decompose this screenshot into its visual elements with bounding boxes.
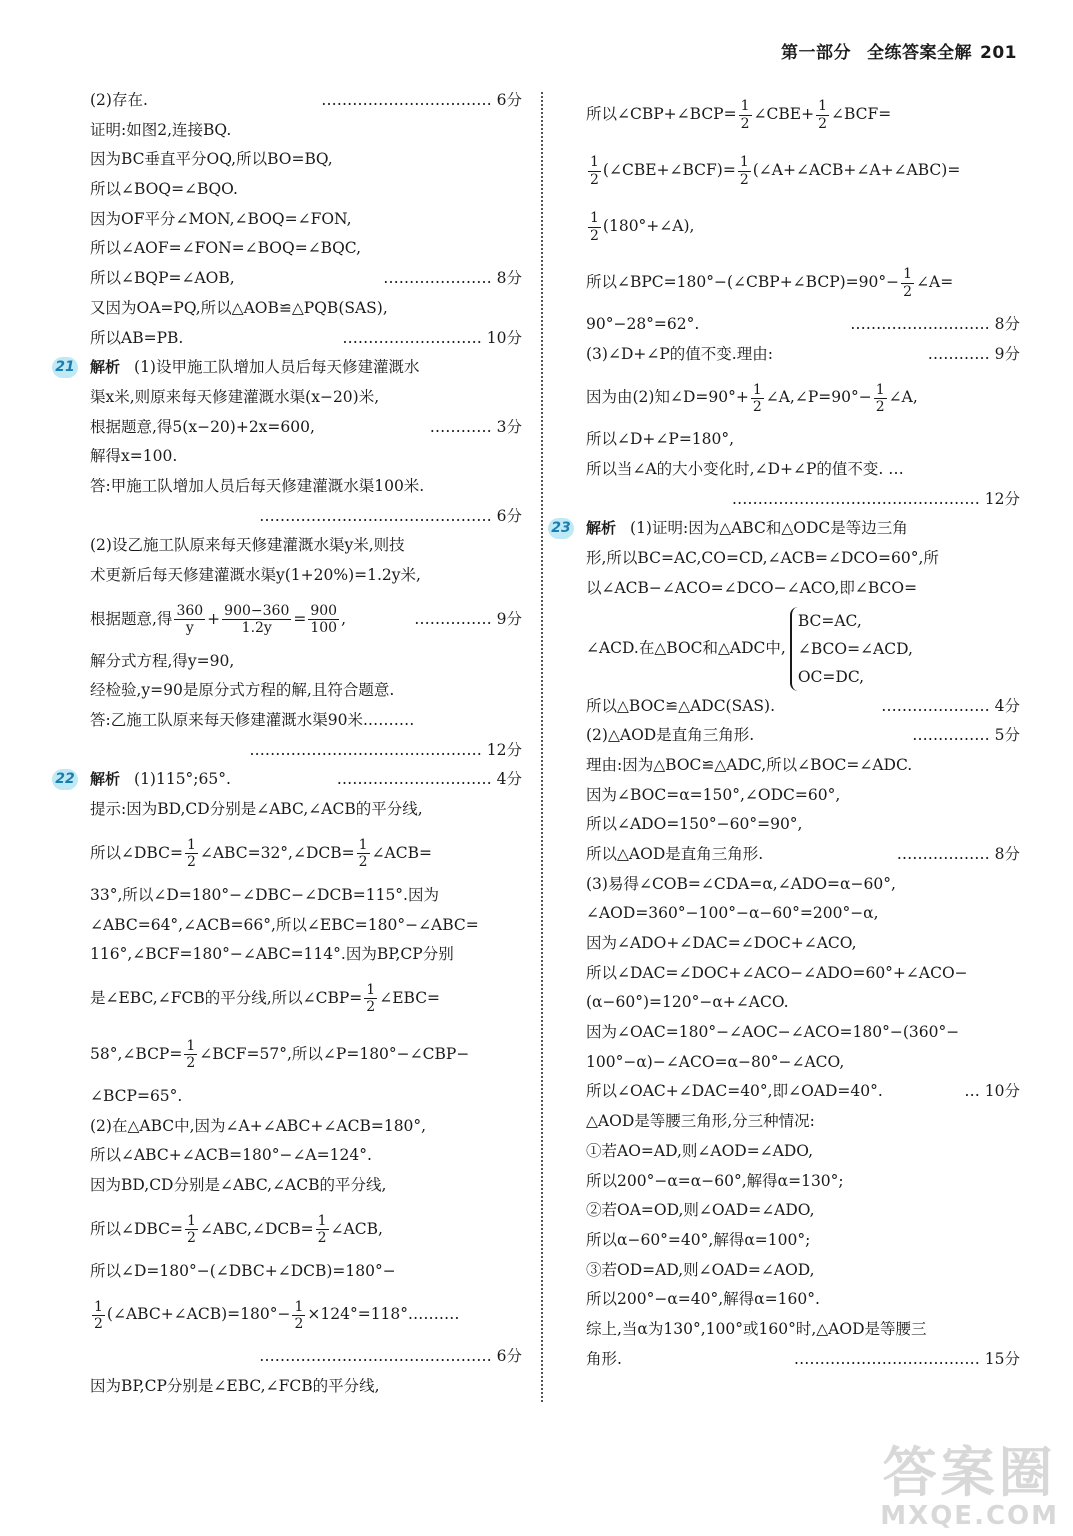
equation-line: 是∠EBC,∠FCB的平分线,所以∠CBP= $\frac{1}{2}$ ∠EBC= (90, 982, 441, 1016)
analysis-label: 解析 (586, 519, 617, 538)
watermark (880, 1441, 1059, 1531)
fraction: $\frac{900}{100}$ (310, 603, 338, 637)
text-line: (2)在△ABC中,因为∠A+∠ABC+∠ACB=180°, (90, 1116, 427, 1135)
text-line: 角形. ……………………………… 15分 (586, 1345, 1020, 1375)
right-column (551, 86, 1020, 1374)
score: ……………………… 10分 (342, 328, 522, 347)
text-line: 所以当∠A的大小变化时,∠D+∠P的值不变. … (586, 460, 904, 479)
text-line: 所以AB=PB. ……………………… 10分 (90, 324, 522, 354)
score: …………… 9分 (414, 609, 522, 628)
page-number: 201 (980, 43, 1017, 63)
analysis-label: 解析 (90, 770, 121, 789)
equation-line: $\frac{1}{2}$ (∠ABC+∠ACB)=180°− $\frac{1}{2}$ ×124°=118°.……… (94, 1298, 460, 1332)
text-line: (α−60°)=120°−α+∠ACO. (586, 993, 789, 1012)
text-line: 因为∠OAC=180°−∠AOC−∠ACO=180°−(360°− (586, 1023, 960, 1042)
text-line: 所以∠D=180°−(∠DBC+∠DCB)=180°− (90, 1261, 396, 1280)
text-line: 提示:因为BD,CD分别是∠ABC,∠ACB的平分线, (90, 800, 423, 819)
text-line: 根据题意,得5(x−20)+2x=600, ………… 3分 (90, 413, 522, 443)
score: ………… 3分 (429, 417, 522, 436)
score: ……………………………………… 12分 (249, 740, 522, 759)
fraction: $\frac{1}{2}$ (294, 1298, 304, 1332)
text-line: 答:乙施工队原来每天修建灌溉水渠90米.……… (90, 711, 415, 730)
text-line: ②若OA=OD,则∠OAD=∠ADO, (586, 1201, 815, 1220)
text-line: ∠BCP=65°. (90, 1086, 183, 1105)
equation-line: 所以∠BPC=180°−(∠CBP+∠BCP)=90°− $\frac{1}{2}$ ∠A= (586, 266, 954, 300)
fraction: $\frac{1}{2}$ (818, 98, 827, 132)
text-line: 所以∠OAC+∠DAC=40°,即∠OAD=40°. … 10分 (586, 1077, 1020, 1107)
equation-line: ∠ACD.在△BOC和△ADC中, BC=AC, ∠BCO=∠ACD, OC=DC, (586, 604, 1020, 692)
question-23-start: 23 解析 (1)证明:因为△ABC和△ODC是等边三角 (586, 514, 1020, 544)
text-line: 所以△BOC≌△ADC(SAS). ………………… 4分 (586, 692, 1020, 722)
text-line (90, 736, 522, 766)
left-column (55, 86, 522, 1402)
analysis-label: 解析 (90, 358, 121, 377)
score: ………………… 4分 (881, 696, 1020, 715)
system-brace: BC=AC, ∠BCO=∠ACD, OC=DC, (790, 607, 913, 691)
text-line (586, 485, 1020, 515)
fraction: $\frac{360}{y}$ (176, 603, 204, 637)
text-line: 经检验,y=90是原分式方程的解,且符合题意. (90, 681, 395, 700)
text-line (90, 1342, 522, 1372)
text-line: ∠ABC=64°,∠ACB=66°,所以∠EBC=180°−∠ABC= (90, 915, 479, 934)
question-number-badge: 23 (548, 518, 574, 539)
text-line: 渠x米,则原来每天修建灌溉水渠(x−20)米, (90, 387, 380, 406)
text-line: 因为∠ADO+∠DAC=∠DOC+∠ACO, (586, 934, 857, 952)
fraction: $\frac{1}{2}$ (590, 154, 599, 188)
text-line: 116°,∠BCF=180°−∠ABC=114°.因为BP,CP分别 (90, 945, 454, 964)
fraction: $\frac{1}{2}$ (590, 210, 599, 244)
text-line: 所以α−60°=40°,解得α=100°; (586, 1230, 811, 1249)
question-number-badge: 21 (52, 357, 78, 378)
text-line: 又因为OA=PQ,所以△AOB≌△PQB(SAS), (90, 298, 388, 317)
text-line: (2)△AOD是直角三角形. …………… 5分 (586, 721, 1020, 751)
text-line: △AOD是等腰三角形,分三种情况: (586, 1112, 815, 1131)
equation-line: 所以∠DBC= $\frac{1}{2}$ ∠ABC=32°,∠DCB= $\frac{1}{2}$ ∠ACB= (90, 837, 432, 871)
text-line: 证明:如图2,连接BQ. (90, 120, 232, 139)
text-line: 所以200°−α=α−60°,解得α=130°; (586, 1171, 844, 1190)
text-line: 理由:因为△BOC≌△ADC,所以∠BOC=∠ADC. (586, 755, 913, 774)
equation-line: 根据题意,得 $\frac{360}{y}$ + $\frac{900-360}{1.2y}$ = $\frac{900}{100}$ , …………… 9分 (90, 591, 522, 647)
score: ………………………… 4分 (336, 770, 522, 789)
fraction: $\frac{1}{2}$ (740, 98, 750, 132)
fraction: $\frac{1}{2}$ (875, 381, 885, 415)
text-line: 因为BP,CP分别是∠EBC,∠FCB的平分线, (90, 1377, 380, 1395)
score: ……………………………… 15分 (793, 1349, 1020, 1368)
text-line: 33°,所以∠D=180°−∠DBC−∠DCB=115°.因为 (90, 885, 439, 904)
fraction: $\frac{1}{2}$ (186, 837, 196, 871)
score: ……………………………………… 6分 (259, 1347, 522, 1366)
question-22-start: 22 解析 (1)115°;65°. ………………………… 4分 (90, 765, 522, 795)
text-line: 100°−α)−∠ACO=α−80°−∠ACO, (586, 1052, 845, 1071)
text-line: 形,所以BC=AC,CO=CD,∠ACB=∠DCO=60°,所 (586, 549, 939, 568)
text-line: 所以∠ADO=150°−60°=90°, (586, 815, 803, 834)
text-line: 所以∠BQP=∠AOB, ………………… 8分 (90, 264, 522, 294)
equation-line: 所以∠DBC= $\frac{1}{2}$ ∠ABC,∠DCB= $\frac{1}{2}$ ∠ACB, (90, 1213, 383, 1247)
text-line: ①若AO=AD,则∠AOD=∠ADO, (586, 1141, 814, 1160)
equation-line: $\frac{1}{2}$ (180°+∠A), (590, 210, 695, 244)
text-line: 解得x=100. (90, 447, 178, 466)
text-line: (3)∠D+∠P的值不变.理由: ………… 9分 (586, 340, 1020, 370)
text-line: 所以∠DAC=∠DOC+∠ACO−∠ADO=60°+∠ACO− (586, 963, 968, 982)
score: …………………………… 6分 (321, 91, 522, 109)
text-line: ③若OD=AD,则∠OAD=∠AOD, (586, 1260, 815, 1279)
section-label: 第一部分 (781, 43, 851, 63)
book-title: 全练答案全解 (867, 43, 972, 63)
score: …………… 5分 (912, 726, 1020, 745)
column-divider (541, 92, 543, 1402)
text-line: 因为OF平分∠MON,∠BOQ=∠FON, (90, 209, 352, 228)
text-line: 答:甲施工队增加人员后每天修建灌溉水渠100米. (90, 476, 425, 495)
fraction: $\frac{1}{2}$ (358, 837, 368, 871)
question-21-start: 21 解析 (1)设甲施工队增加人员后每天修建灌溉水 (90, 353, 522, 383)
equation-line: 58°,∠BCP= $\frac{1}{2}$ ∠BCF=57°,所以∠P=180°−∠CBP− (90, 1038, 470, 1072)
score: ………………………………………… 12分 (731, 489, 1020, 508)
fraction: $\frac{1}{2}$ (317, 1213, 327, 1247)
score: ……………………… 8分 (850, 315, 1020, 333)
text-line: 因为BD,CD分别是∠ABC,∠ACB的平分线, (90, 1175, 387, 1194)
fraction: $\frac{1}{2}$ (366, 982, 376, 1016)
text-line: 综上,当α为130°,100°或160°时,△AOD是等腰三 (586, 1319, 927, 1338)
text-line: 所以200°−α=40°,解得α=160°. (586, 1290, 820, 1309)
text-line: 因为BC垂直平分OQ,所以BO=BQ, (90, 150, 333, 169)
score: ………… 9分 (927, 344, 1020, 363)
score: ………………… 8分 (383, 269, 522, 288)
text-line: (2)存在. …………………………… 6分 (90, 86, 522, 116)
score: ……………… 8分 (896, 844, 1020, 863)
question-number-badge: 22 (52, 769, 78, 790)
text-line: ∠AOD=360°−100°−α−60°=200°−α, (586, 904, 879, 923)
fraction: $\frac{1}{2}$ (752, 381, 762, 415)
text-line: (2)设乙施工队原来每天修建灌溉水渠y米,则技 (90, 536, 405, 555)
equation-line: 因为由(2)知∠D=90°+ $\frac{1}{2}$ ∠A,∠P=90°− $\frac{1}{2}$ ∠A, (586, 381, 918, 415)
text-line: 术更新后每天修建灌溉水渠y(1+20%)=1.2y米, (90, 566, 421, 584)
text-line: 所以∠AOF=∠FON=∠BOQ=∠BQC, (90, 239, 362, 258)
text-line: 90°−28°=62°. ……………………… 8分 (586, 310, 1020, 340)
page-header (781, 38, 1017, 63)
equation-line: $\frac{1}{2}$ (∠CBE+∠BCF)= $\frac{1}{2}$ (∠A+∠ACB+∠A+∠ABC)= (590, 154, 961, 188)
text-line: (3)易得∠COB=∠CDA=α,∠ADO=α−60°, (586, 874, 896, 893)
text-line: 所以∠D+∠P=180°, (586, 430, 735, 449)
text-line: 解分式方程,得y=90, (90, 651, 235, 670)
text-line: 所以△AOD是直角三角形. ……………… 8分 (586, 840, 1020, 870)
text-line: 所以∠BOQ=∠BQO. (90, 180, 238, 199)
fraction: $\frac{1}{2}$ (186, 1038, 196, 1072)
fraction: $\frac{1}{2}$ (903, 266, 913, 300)
watermark-text: 答案圈 (882, 1441, 1057, 1504)
score: ……………………………………… 6分 (259, 506, 522, 525)
text-line: 所以∠ABC+∠ACB=180°−∠A=124°. (90, 1146, 372, 1165)
text-line: 因为∠BOC=α=150°,∠ODC=60°, (586, 785, 841, 804)
equation-line: 所以∠CBP+∠BCP= $\frac{1}{2}$ ∠CBE+ $\frac{1}{2}$ ∠BCF= (586, 98, 892, 132)
watermark-url: MXQE.COM (880, 1501, 1059, 1531)
fraction: $\frac{900-360}{1.2y}$ (224, 603, 290, 637)
text-line (90, 502, 522, 532)
fraction: $\frac{1}{2}$ (739, 154, 749, 188)
fraction: $\frac{1}{2}$ (94, 1298, 103, 1332)
text-line: 以∠ACB−∠ACO=∠DCO−∠ACO,即∠BCO= (586, 578, 918, 597)
score: … 10分 (964, 1082, 1020, 1101)
fraction: $\frac{1}{2}$ (186, 1213, 196, 1247)
